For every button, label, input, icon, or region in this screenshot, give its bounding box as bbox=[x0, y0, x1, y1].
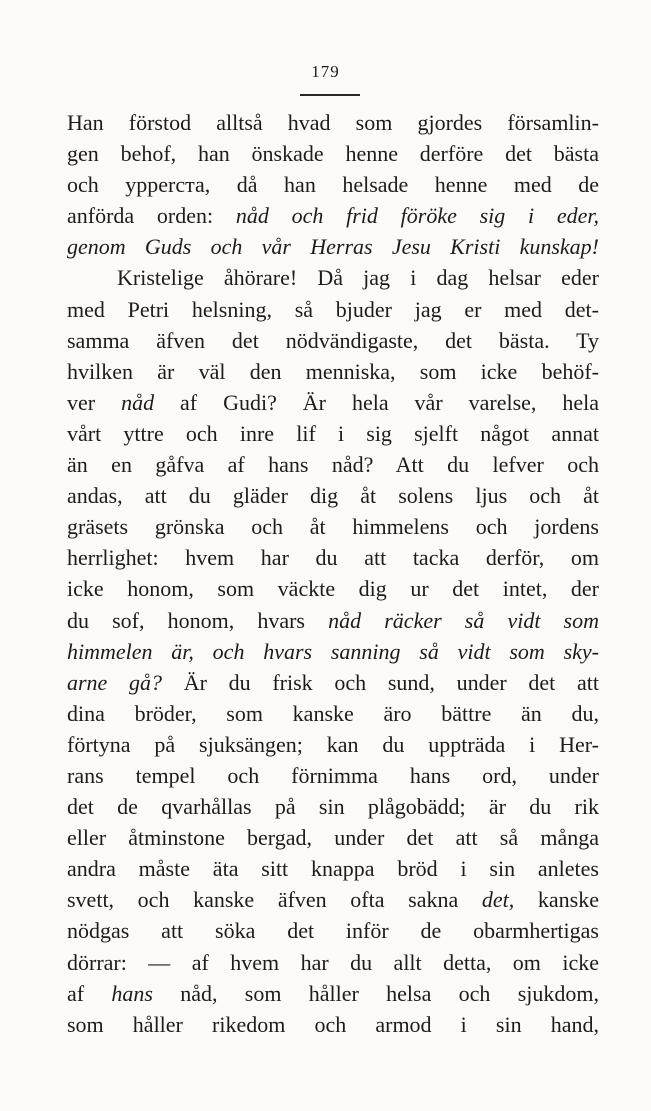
text-line bbox=[67, 1009, 599, 1040]
text-line bbox=[67, 636, 599, 667]
text-line bbox=[67, 791, 599, 822]
text-segment: andra måste äta sitt knappa bröd i sin anletes bbox=[67, 856, 599, 882]
text-segment: dörrar: — af hvem har du allt detta, om icke bbox=[67, 949, 599, 975]
text-line bbox=[67, 978, 599, 1009]
text-segment: och ypperста, då han helsade henne med de bbox=[67, 172, 599, 198]
text-line bbox=[67, 698, 599, 729]
text-line bbox=[67, 294, 599, 325]
italic-text: det, bbox=[481, 887, 515, 913]
text-line bbox=[67, 449, 599, 480]
text-segment: Är du frisk och sund, under det att bbox=[162, 669, 599, 695]
text-segment: ver bbox=[67, 389, 122, 415]
text-segment: som håller rikedom och armod i sin hand, bbox=[67, 1011, 599, 1037]
text-line bbox=[67, 169, 599, 200]
text-segment: gräsets grönska och åt himmelens och jordens bbox=[67, 514, 599, 540]
text-segment: icke honom, som väckte dig ur det intet, der bbox=[67, 576, 599, 602]
italic-text: nåd och frid föröke sig i eder, bbox=[235, 203, 599, 229]
text-segment: svett, och kanske äfven ofta sakna bbox=[67, 887, 482, 913]
text-segment: gen behof, han önskade henne derföre det bästa bbox=[67, 141, 599, 167]
text-segment: kanske bbox=[514, 887, 599, 913]
text-segment: dina bröder, som kanske äro bättre än du, bbox=[67, 700, 599, 726]
text-segment: vårt yttre och inre lif i sig sjelft något annat bbox=[67, 420, 599, 446]
text-line bbox=[67, 107, 599, 138]
text-segment: du sof, honom, hvars bbox=[67, 607, 329, 633]
text-line bbox=[67, 262, 599, 293]
italic-text: hans bbox=[111, 980, 153, 1006]
text-segment: hvilken är väl den menniska, som icke behöf- bbox=[67, 358, 599, 384]
text-segment: herrlighet: hvem har du att tacka derför, om bbox=[67, 545, 599, 571]
text-line bbox=[67, 884, 599, 915]
italic-text: nåd bbox=[121, 389, 155, 415]
text-segment: anförda orden: bbox=[67, 203, 236, 229]
header-rule bbox=[300, 94, 360, 96]
text-segment: det de qvarhållas på sin plågobädd; är du rik bbox=[67, 794, 599, 820]
text-line bbox=[67, 605, 599, 636]
body-text bbox=[67, 107, 599, 1040]
text-line bbox=[67, 200, 599, 231]
text-segment: Han förstod alltså hvad som gjordes församlin- bbox=[67, 110, 599, 135]
text-line bbox=[67, 915, 599, 946]
text-segment: Kristelige åhörare! Då jag i dag helsar eder bbox=[117, 265, 599, 291]
text-segment: andas, att du gläder dig åt solens ljus och åt bbox=[67, 483, 599, 509]
text-segment: nåd, som håller helsa och sjukdom, bbox=[152, 980, 599, 1006]
text-segment: eller åtminstone bergad, under det att så många bbox=[67, 825, 599, 851]
text-line bbox=[67, 387, 599, 418]
text-segment: nödgas att söka det inför de obarmhertigas bbox=[67, 918, 599, 944]
text-line bbox=[67, 853, 599, 884]
text-line bbox=[67, 729, 599, 760]
text-segment: förtyna på sjuksängen; kan du uppträda i Her- bbox=[67, 731, 599, 757]
text-segment: med Petri helsning, så bjuder jag er med det- bbox=[67, 296, 599, 322]
text-segment: rans tempel och förnimma hans ord, under bbox=[67, 762, 599, 788]
italic-text: himmelen är, och hvars sanning så vidt som sky- bbox=[67, 638, 599, 664]
italic-text: arne gå? bbox=[67, 669, 163, 695]
text-line bbox=[67, 418, 599, 449]
text-segment: af Gudi? Är hela vår varelse, hela bbox=[154, 389, 599, 415]
text-line bbox=[67, 822, 599, 853]
text-segment: än en gåfva af hans nåd? Att du lefver och bbox=[67, 452, 599, 478]
text-line bbox=[67, 760, 599, 791]
text-line bbox=[67, 231, 599, 262]
text-line bbox=[67, 947, 599, 978]
italic-text: nåd räcker så vidt som bbox=[328, 607, 599, 633]
text-line bbox=[67, 542, 599, 573]
page-number: 179 bbox=[311, 62, 340, 81]
text-line bbox=[67, 511, 599, 542]
text-line bbox=[67, 667, 599, 698]
italic-text: genom Guds och vår Herras Jesu Kristi kunskap! bbox=[67, 234, 599, 260]
text-segment: af bbox=[67, 980, 112, 1006]
text-segment: samma äfven det nödvändigaste, det bästa. Ty bbox=[67, 327, 599, 353]
text-line bbox=[67, 325, 599, 356]
text-line bbox=[67, 573, 599, 604]
text-line bbox=[67, 480, 599, 511]
text-line bbox=[67, 138, 599, 169]
text-line bbox=[67, 356, 599, 387]
